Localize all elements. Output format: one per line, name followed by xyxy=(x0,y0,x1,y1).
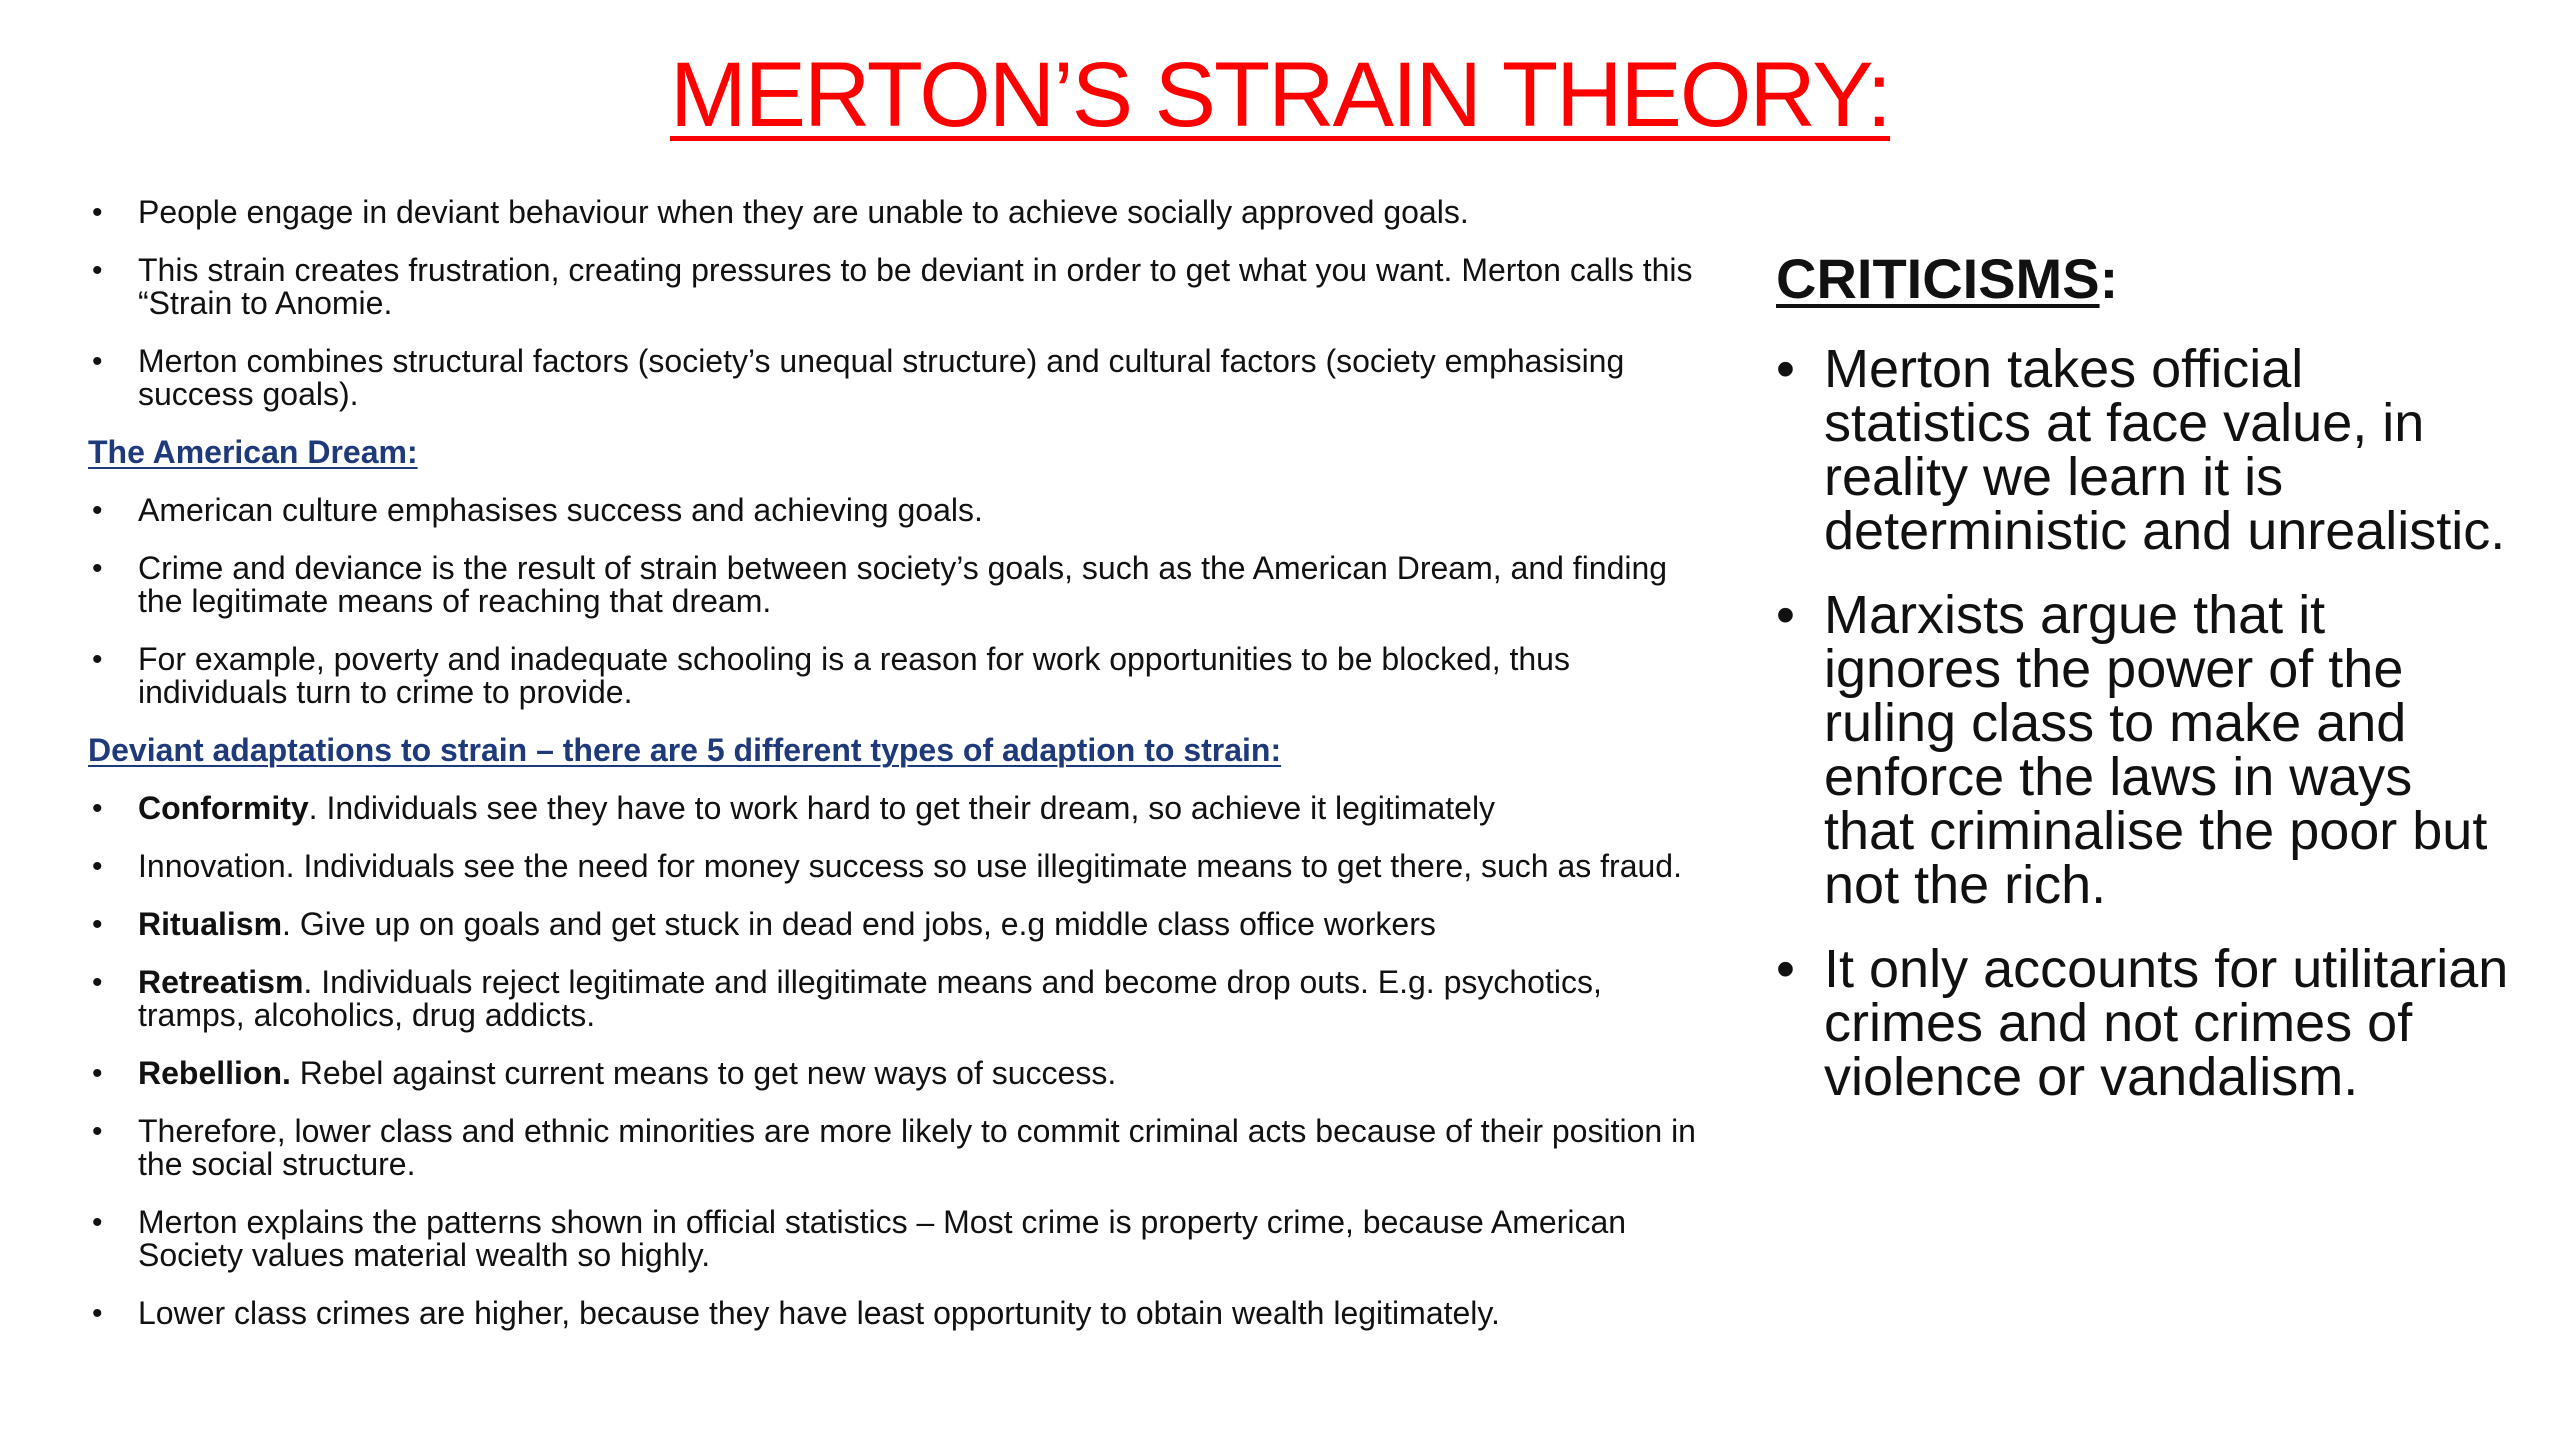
slide-title-text: MERTON’S STRAIN THEORY: xyxy=(669,44,1891,146)
list-item-text: Therefore, lower class and ethnic minorities are more likely to commit criminal acts because of their position in the social structure. xyxy=(138,1113,1696,1182)
adaptation-term: Rebellion. xyxy=(138,1055,291,1091)
adaptation-retreatism xyxy=(88,966,1708,1032)
bullet-icon: • xyxy=(92,1206,103,1239)
list-item xyxy=(88,196,1708,229)
criticisms-heading xyxy=(1776,245,2516,312)
list-item-text: Crime and deviance is the result of strain between society’s goals, such as the American Dream, and finding the legitimate means of reaching that dream. xyxy=(138,550,1668,619)
adaptations-list xyxy=(88,792,1708,1330)
bullet-icon: • xyxy=(92,643,103,676)
list-item-text: This strain creates frustration, creating pressures to be deviant in order to get what you want. Merton calls this “Strain to Anomie. xyxy=(138,252,1693,321)
list-item xyxy=(88,1297,1708,1330)
list-item xyxy=(88,1115,1708,1181)
bullet-icon: • xyxy=(1776,585,1795,646)
adaptation-ritualism xyxy=(88,908,1708,941)
bullet-icon: • xyxy=(92,345,103,378)
bullet-icon: • xyxy=(92,966,103,999)
american-dream-list xyxy=(88,494,1708,709)
adaptation-term: Retreatism xyxy=(138,964,304,1000)
bullet-icon: • xyxy=(92,1297,103,1330)
criticism-text: Merton takes official statistics at face value, in reality we learn it is deterministic and unrealistic. xyxy=(1824,339,2506,562)
list-item-text: Merton combines structural factors (society’s unequal structure) and cultural factors (society emphasising success goals). xyxy=(138,343,1625,412)
list-item xyxy=(88,552,1708,618)
adaptation-conformity xyxy=(88,792,1708,825)
criticisms-list xyxy=(1776,339,2516,1108)
criticism-item xyxy=(1776,585,2516,916)
bullet-icon: • xyxy=(92,552,103,585)
adaptation-rebellion xyxy=(88,1057,1708,1090)
bullet-icon: • xyxy=(92,196,103,229)
bullet-icon: • xyxy=(1776,339,1795,400)
bullet-icon: • xyxy=(1776,939,1795,1000)
bullet-icon: • xyxy=(92,908,103,941)
list-item-text: For example, poverty and inadequate schooling is a reason for work opportunities to be blocked, thus individuals turn to crime to provide. xyxy=(138,641,1570,710)
list-item xyxy=(88,643,1708,709)
adaptation-term: Conformity xyxy=(138,790,309,826)
bullet-icon: • xyxy=(92,254,103,287)
list-item-text: Merton explains the patterns shown in official statistics – Most crime is property crime, because American Society values material wealth so highly. xyxy=(138,1204,1627,1273)
criticism-item xyxy=(1776,939,2516,1108)
american-dream-heading: The American Dream: xyxy=(88,434,418,470)
list-item-text: American culture emphasises success and achieving goals. xyxy=(138,492,983,528)
criticisms-heading-text: CRITICISMS xyxy=(1776,247,2100,310)
adaptation-text: Rebel against current means to get new ways of success. xyxy=(290,1055,1117,1091)
bullet-icon: • xyxy=(92,1115,103,1148)
slide-title xyxy=(0,45,2560,146)
list-item-text: People engage in deviant behaviour when they are unable to achieve socially approved goals. xyxy=(138,194,1469,230)
list-item xyxy=(88,345,1708,411)
criticism-text: It only accounts for utilitarian crimes and not crimes of violence or vandalism. xyxy=(1824,939,2509,1108)
criticism-item xyxy=(1776,339,2516,562)
bullet-icon: • xyxy=(92,1057,103,1090)
left-column xyxy=(88,196,1708,1355)
adaptations-heading: Deviant adaptations to strain – there are 5 different types of adaption to strain: xyxy=(88,732,1282,768)
list-item xyxy=(88,494,1708,527)
criticism-text: Marxists argue that it ignores the power of the ruling class to make and enforce the laws in ways that criminalise the poor but not the rich. xyxy=(1824,585,2488,916)
criticisms-panel xyxy=(1776,245,2516,1134)
adaptation-text: . Individuals reject legitimate and illegitimate means and become drop outs. E.g. psychotics, tramps, alcoholics, drug addicts. xyxy=(138,964,1602,1033)
intro-list xyxy=(88,196,1708,411)
adaptation-text: . Give up on goals and get stuck in dead end jobs, e.g middle class office workers xyxy=(282,906,1436,942)
list-item xyxy=(88,254,1708,320)
list-item-text: Lower class crimes are higher, because they have least opportunity to obtain wealth legitimately. xyxy=(138,1295,1500,1331)
adaptation-innovation xyxy=(88,850,1708,883)
bullet-icon: • xyxy=(92,850,103,883)
adaptation-term: Ritualism xyxy=(138,906,283,942)
bullet-icon: • xyxy=(92,494,103,527)
adaptation-text: . Individuals see they have to work hard to get their dream, so achieve it legitimately xyxy=(308,790,1496,826)
criticisms-heading-colon: : xyxy=(2099,247,2119,310)
adaptation-text: Innovation. Individuals see the need for money success so use illegitimate means to get there, such as fraud. xyxy=(138,848,1682,884)
list-item xyxy=(88,1206,1708,1272)
bullet-icon: • xyxy=(92,792,103,825)
